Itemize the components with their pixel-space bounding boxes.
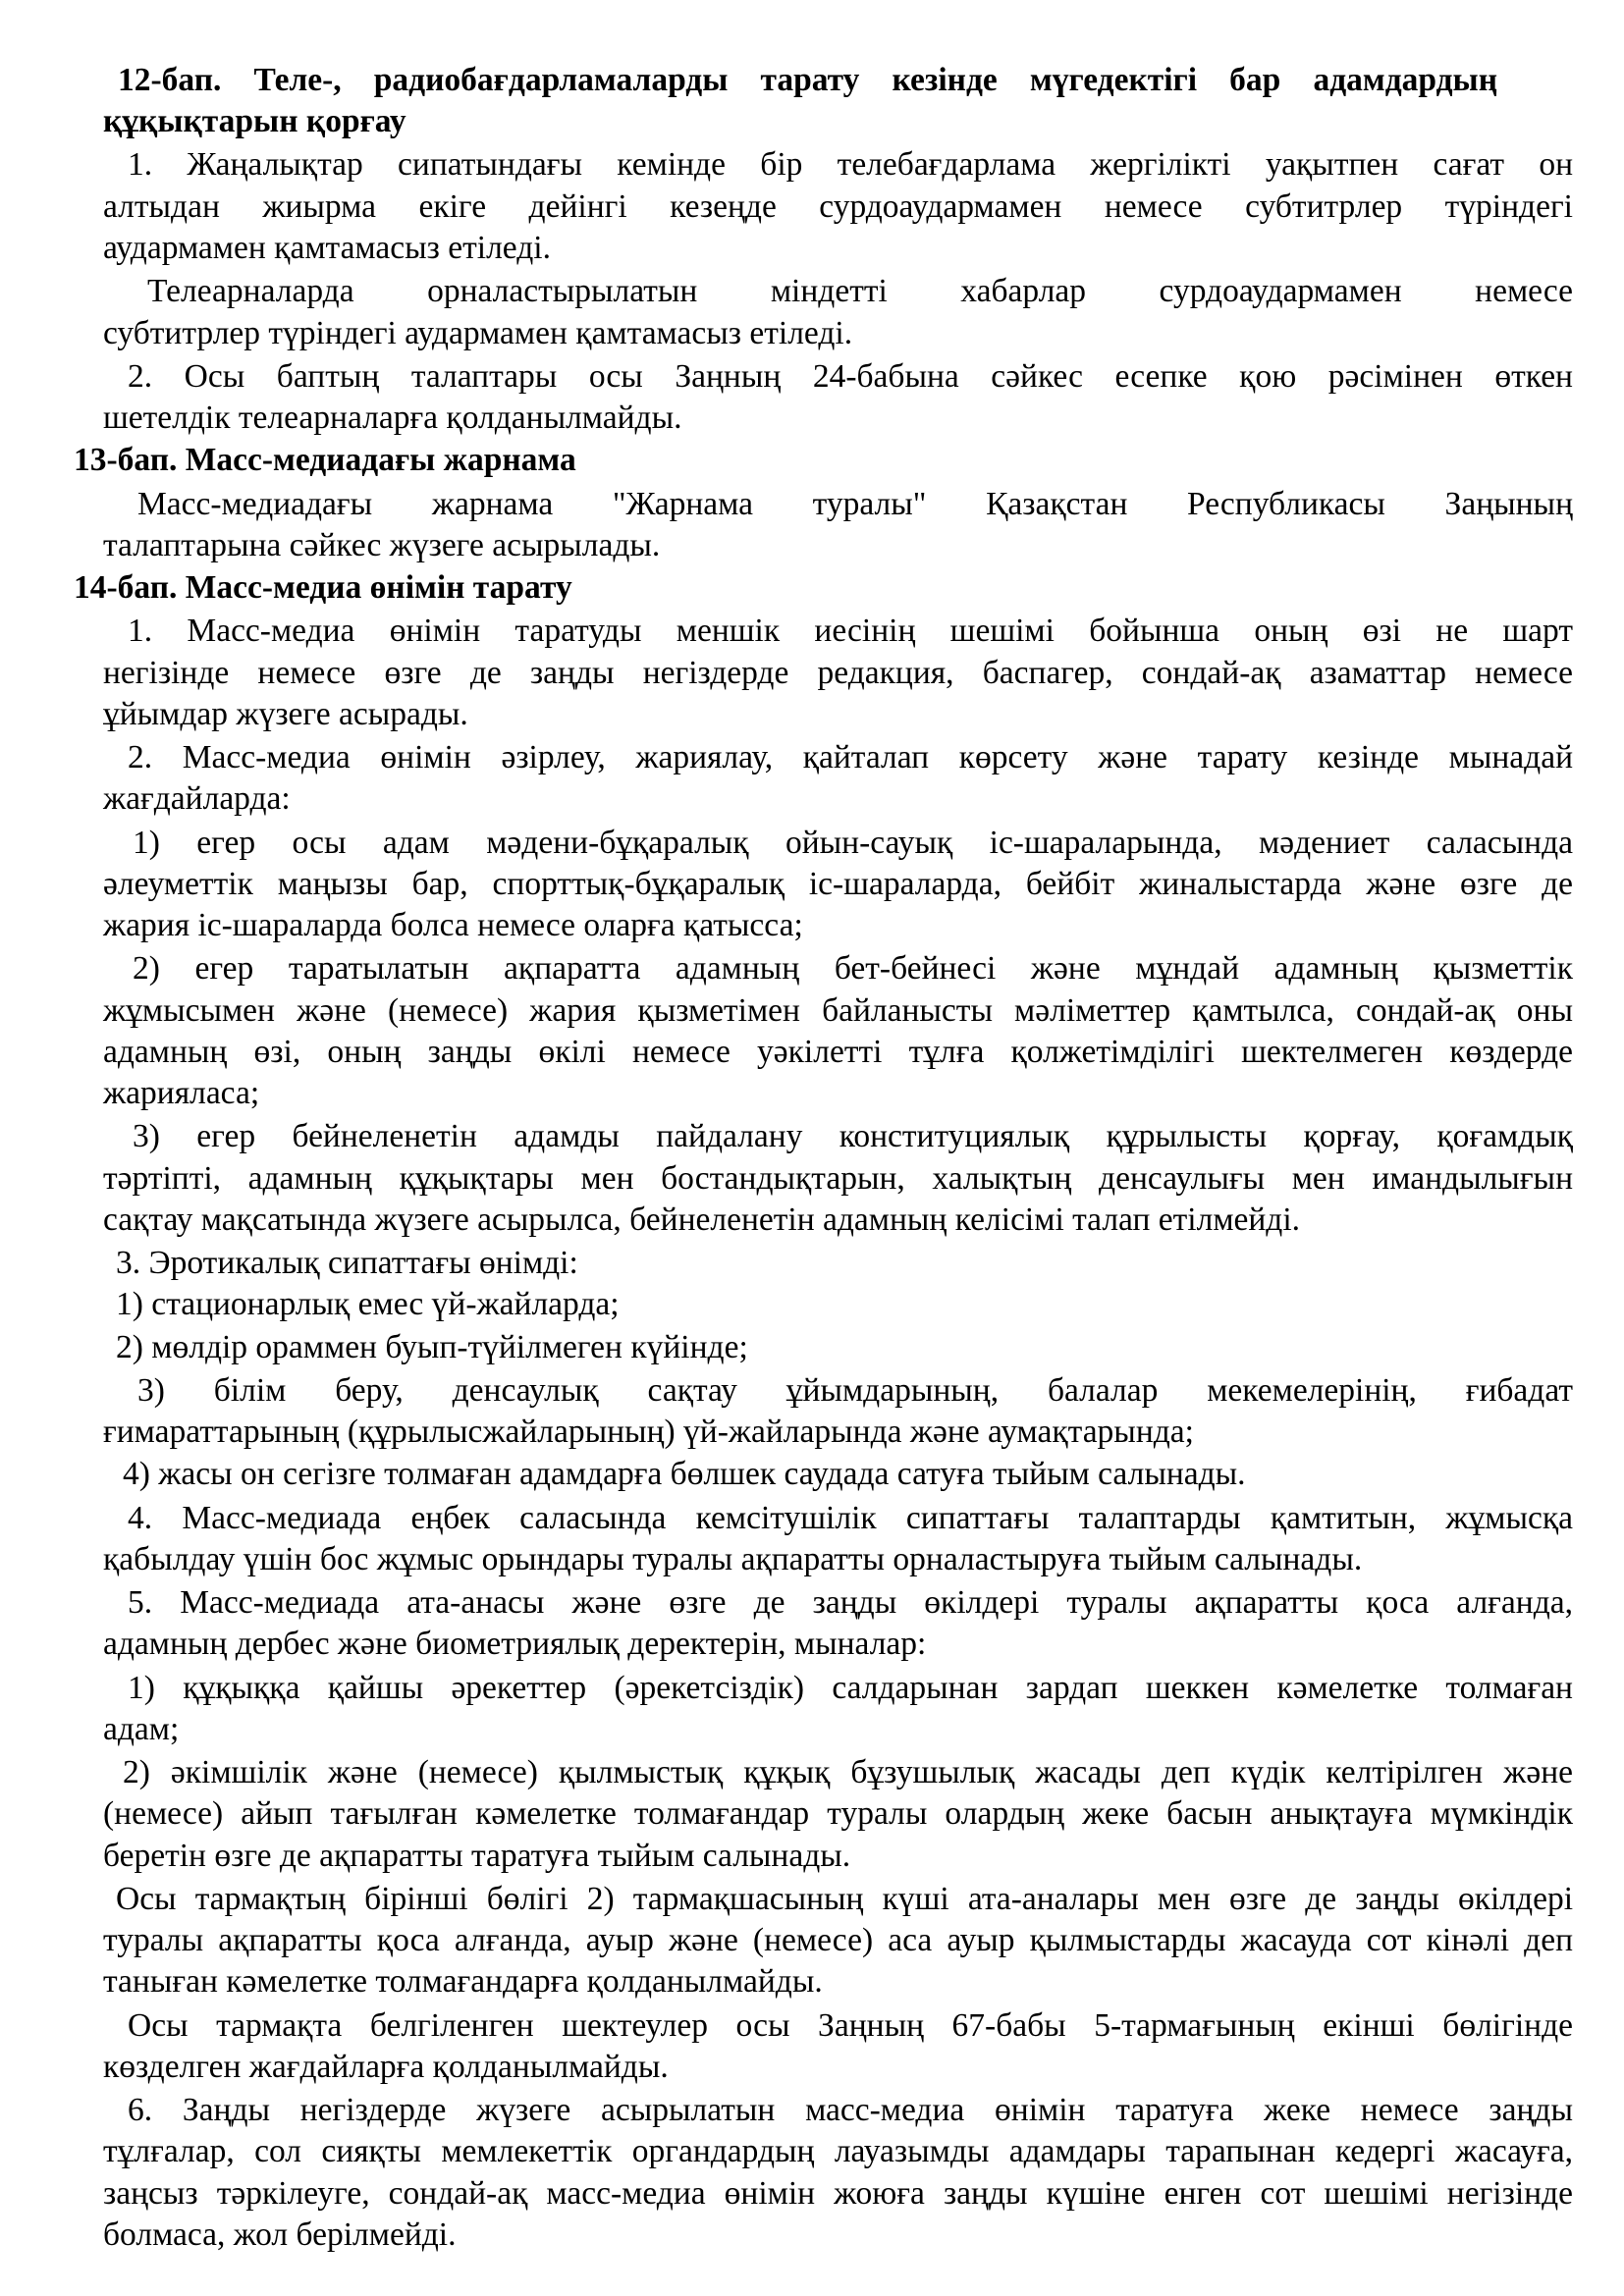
- paragraph-line: адамның дербес және биометриялық деректерін, мыналар:: [103, 1626, 927, 1663]
- paragraph-line: туралы ақпаратты қоса алғанда, ауыр және (немесе) аса ауыр қылмыстарды жасауда сот кінәлі деп: [103, 1922, 1573, 1959]
- paragraph-line: адам;: [103, 1710, 180, 1747]
- paragraph-line: 1. Масс-медиа өнімін таратуды меншік иесінің шешімі бойынша оның өзі не шарт: [128, 613, 1573, 650]
- paragraph-line: 1) құқыққа қайшы әрекеттер (әрекетсіздік) салдарынан зардап шеккен кәмелетке толмаған: [128, 1669, 1573, 1706]
- paragraph-line: ғимараттарының (құрылысжайларының) үй-жайларында және аумақтарында;: [103, 1414, 1194, 1451]
- paragraph-line: Масс-медиадағы жарнама "Жарнама туралы" Қазақстан Республикасы Заңының: [137, 485, 1573, 522]
- paragraph-line: тәртіпті, адамның құқықтары мен бостандықтарын, халықтың денсаулығы мен имандылығын: [103, 1159, 1573, 1197]
- paragraph-line: шетелдік телеарналарға қолданылмайды.: [103, 400, 682, 437]
- paragraph-line: 4. Масс-медиада еңбек саласында кемсітушілік сипаттағы талаптарды қамтитын, жұмысқа: [128, 1499, 1573, 1536]
- article-12-heading: 12-бап. Теле-, радиобағдарламаларды тарату кезінде мүгедектігі бар адамдардың: [118, 62, 1497, 98]
- paragraph-line: 1) стационарлық емес үй-жайларда;: [116, 1286, 620, 1323]
- paragraph-line: (немесе) айып тағылған кәмелетке толмағандар туралы олардың жеке басын анықтауға мүмкіндік: [103, 1795, 1573, 1833]
- paragraph-line: тұлғалар, сол сияқты мемлекеттік органдардың лауазымды адамдары тарапынан кедергі жасауға,: [103, 2133, 1573, 2170]
- paragraph-line: Осы тармақтың бірінші бөлігі 2) тармақшасының күші ата-аналары мен өзге де заңды өкілдері: [116, 1880, 1573, 1917]
- paragraph-line: негізінде немесе өзге де заңды негіздерде редакция, баспагер, сондай-ақ азаматтар немесе: [103, 654, 1573, 691]
- paragraph-line: беретін өзге де ақпаратты таратуға тыйым салынады.: [103, 1837, 851, 1874]
- paragraph-line: жағдайларда:: [103, 780, 291, 818]
- paragraph-line: алтыдан жиырма екіге дейінгі кезеңде сурдоаудармамен немесе субтитрлер түріндегі: [103, 187, 1573, 225]
- paragraph-line: жария іс-шараларда болса немесе оларға қатысса;: [103, 907, 803, 944]
- paragraph-line: 3) егер бейнеленетін адамды пайдалану конституциялық құрылысты қорғау, қоғамдық: [133, 1118, 1573, 1155]
- paragraph-line: Осы тармақта белгіленген шектеулер осы Заңның 67-бабы 5-тармағының екінші бөлігінде: [128, 2006, 1573, 2044]
- paragraph-line: 1) егер осы адам мәдени-бұқаралық ойын-сауық іс-шараларында, мәдениет саласында: [133, 824, 1573, 861]
- paragraph-line: жұмысымен және (немесе) жария қызметімен байланысты мәліметтер қамтылса, сондай-ақ оны: [103, 991, 1573, 1029]
- paragraph-line: 4) жасы он сегізге толмаған адамдарға бөлшек саудада сатуға тыйым салынады.: [123, 1456, 1246, 1493]
- paragraph-line: таныған кәмелетке толмағандарға қолданылмайды.: [103, 1963, 823, 2001]
- article-13-heading: 13-бап. Масс-медиадағы жарнама: [74, 442, 576, 479]
- paragraph-line: талаптарына сәйкес жүзеге асырылады.: [103, 526, 661, 563]
- paragraph-line: субтитрлер түріндегі аудармамен қамтамасыз етіледі.: [103, 314, 853, 351]
- paragraph-line: 2) егер таратылатын ақпаратта адамның бет-бейнесі және мұндай адамның қызметтік: [133, 950, 1573, 988]
- paragraph-line: адамның өзі, оның заңды өкілі немесе уәкілетті тұлға қолжетімділігі шектелмеген көздерде: [103, 1033, 1573, 1070]
- paragraph-line: 2) мөлдір ораммен буып-түйілмеген күйінде;: [116, 1328, 748, 1365]
- paragraph-line: 3. Эротикалық сипаттағы өнімді:: [116, 1245, 578, 1282]
- paragraph-line: жарияласа;: [103, 1075, 260, 1112]
- paragraph-line: 1. Жаңалықтар сипатындағы кемінде бір телебағдарлама жергілікті уақытпен сағат он: [128, 146, 1573, 184]
- article-14-heading: 14-бап. Масс-медиа өнімін тарату: [74, 569, 572, 607]
- paragraph-line: сақтау мақсатында жүзеге асырылса, бейнеленетін адамның келісімі талап етілмейді.: [103, 1201, 1301, 1238]
- paragraph-line: көзделген жағдайларға қолданылмайды.: [103, 2048, 669, 2085]
- paragraph-line: 5. Масс-медиада ата-анасы және өзге де заңды өкілдері туралы ақпаратты қоса алғанда,: [128, 1584, 1573, 1622]
- paragraph-line: заңсыз тәркілеуге, сондай-ақ масс-медиа өнімін жоюға заңды күшіне енген сот шешімі негізінде: [103, 2174, 1573, 2212]
- paragraph-line: қабылдау үшін бос жұмыс орындары туралы ақпаратты орналастыруға тыйым салынады.: [103, 1540, 1363, 1577]
- paragraph-line: ұйымдар жүзеге асырады.: [103, 695, 468, 732]
- paragraph-line: 6. Заңды негіздерде жүзеге асырылатын масс-медиа өнімін таратуға жеке немесе заңды: [128, 2092, 1573, 2129]
- paragraph-line: Телеарналарда орналастырылатын міндетті хабарлар сурдоаудармамен немесе: [147, 273, 1573, 310]
- article-12-heading-cont: құқықтарын қорғау: [103, 103, 406, 140]
- paragraph-line: болмаса, жол берілмейді.: [103, 2216, 457, 2253]
- paragraph-line: 2. Осы баптың талаптары осы Заңның 24-бабына сәйкес есепке қою рәсімінен өткен: [128, 357, 1573, 395]
- paragraph-line: әлеуметтік маңызы бар, спорттық-бұқаралық іс-шараларда, бейбіт жиналыстарда және өзге де: [103, 865, 1573, 902]
- paragraph-line: 2. Масс-медиа өнімін әзірлеу, жариялау, қайталап көрсету және тарату кезінде мынадай: [128, 739, 1573, 776]
- paragraph-line: 2) әкімшілік және (немесе) қылмыстық құқық бұзушылық жасады деп күдік келтірілген және: [123, 1754, 1573, 1791]
- paragraph-line: аудармамен қамтамасыз етіледі.: [103, 230, 551, 267]
- paragraph-line: 3) білім беру, денсаулық сақтау ұйымдарының, балалар мекемелерінің, ғибадат: [137, 1371, 1573, 1409]
